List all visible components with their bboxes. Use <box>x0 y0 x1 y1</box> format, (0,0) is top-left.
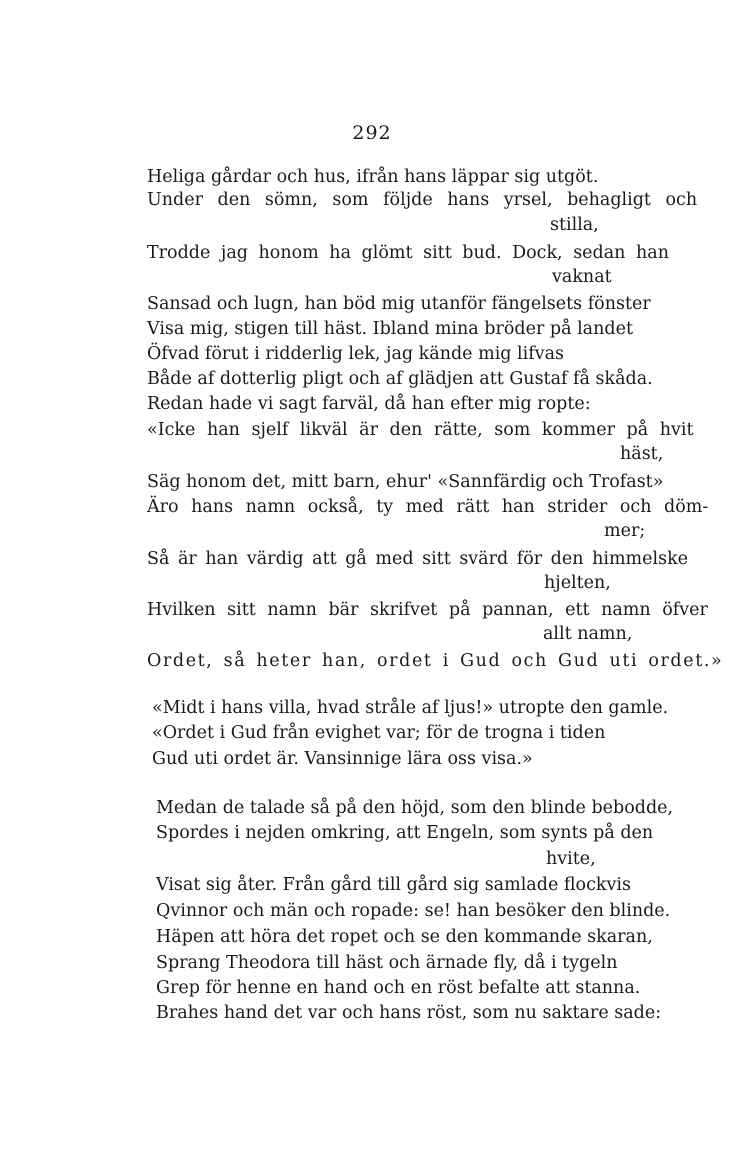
verse-line: Medan de talade så på den höjd, som den blinde bebodde, <box>156 798 674 818</box>
verse-line: Ordet, så heter han, ordet i Gud och Gud uti ordet.» <box>147 651 724 671</box>
verse-line: Både af dotterlig pligt och af glädjen att Gustaf få skåda. <box>147 369 653 389</box>
verse-line: Äro hans namn också, ty med rätt han strider och döm- <box>147 497 709 517</box>
verse-line: Redan hade vi sagt farväl, då han efter mig ropte: <box>147 394 591 414</box>
verse-line: «Ordet i Gud från evighet var; för de trogna i tiden <box>152 723 606 743</box>
verse-line: Visa mig, stigen till häst. Ibland mina bröder på landet <box>147 319 633 339</box>
verse-line: «Icke han sjelf likväl är den rätte, som kommer på hvit <box>147 420 694 440</box>
verse-line: Så är han värdig att gå med sitt svärd för den himmelske <box>147 549 689 569</box>
verse-line: Hvilken sitt namn bär skrifvet på pannan, ett namn öfver <box>147 600 708 620</box>
verse-line-continuation: hvite, <box>546 849 596 869</box>
verse-line: Qvinnor och män och ropade: se! han besöker den blinde. <box>156 901 671 921</box>
verse-line-continuation: vaknat <box>552 267 612 287</box>
verse-line-continuation: allt namn, <box>543 624 633 644</box>
verse-line: Visat sig åter. Från gård till gård sig samlade flockvis <box>156 875 631 895</box>
verse-line: Sprang Theodora till häst och ärnade fly, då i tygeln <box>156 953 618 973</box>
verse-line-continuation: hjelten, <box>544 573 611 593</box>
page-number: 292 <box>352 122 392 144</box>
verse-line: Grep för henne en hand och en röst befalte att stanna. <box>156 978 641 998</box>
verse-line: Brahes hand det var och hans röst, som nu saktare sade: <box>156 1003 662 1023</box>
verse-line: Gud uti ordet är. Vansinnige lära oss visa.» <box>152 749 533 769</box>
verse-line-continuation: mer; <box>604 521 646 541</box>
verse-line: «Midt i hans villa, hvad stråle af ljus!» utropte den gamle. <box>152 698 669 718</box>
verse-line: Sansad och lugn, han böd mig utanför fängelsets fönster <box>147 294 651 314</box>
verse-line-continuation: stilla, <box>550 215 599 235</box>
verse-line: Under den sömn, som följde hans yrsel, behagligt och <box>147 190 698 210</box>
verse-line: Heliga gårdar och hus, ifrån hans läppar sig utgöt. <box>147 167 599 187</box>
verse-line: Säg honom det, mitt barn, ehur' «Sannfärdig och Trofast» <box>147 472 664 492</box>
verse-line: Öfvad förut i ridderlig lek, jag kände mig lifvas <box>147 344 565 364</box>
verse-line: Trodde jag honom ha glömt sitt bud. Dock, sedan han <box>147 243 669 263</box>
verse-line-continuation: häst, <box>620 444 664 464</box>
verse-line: Häpen att höra det ropet och se den kommande skaran, <box>156 927 653 947</box>
verse-line: Spordes i nejden omkring, att Engeln, som synts på den <box>156 823 654 843</box>
